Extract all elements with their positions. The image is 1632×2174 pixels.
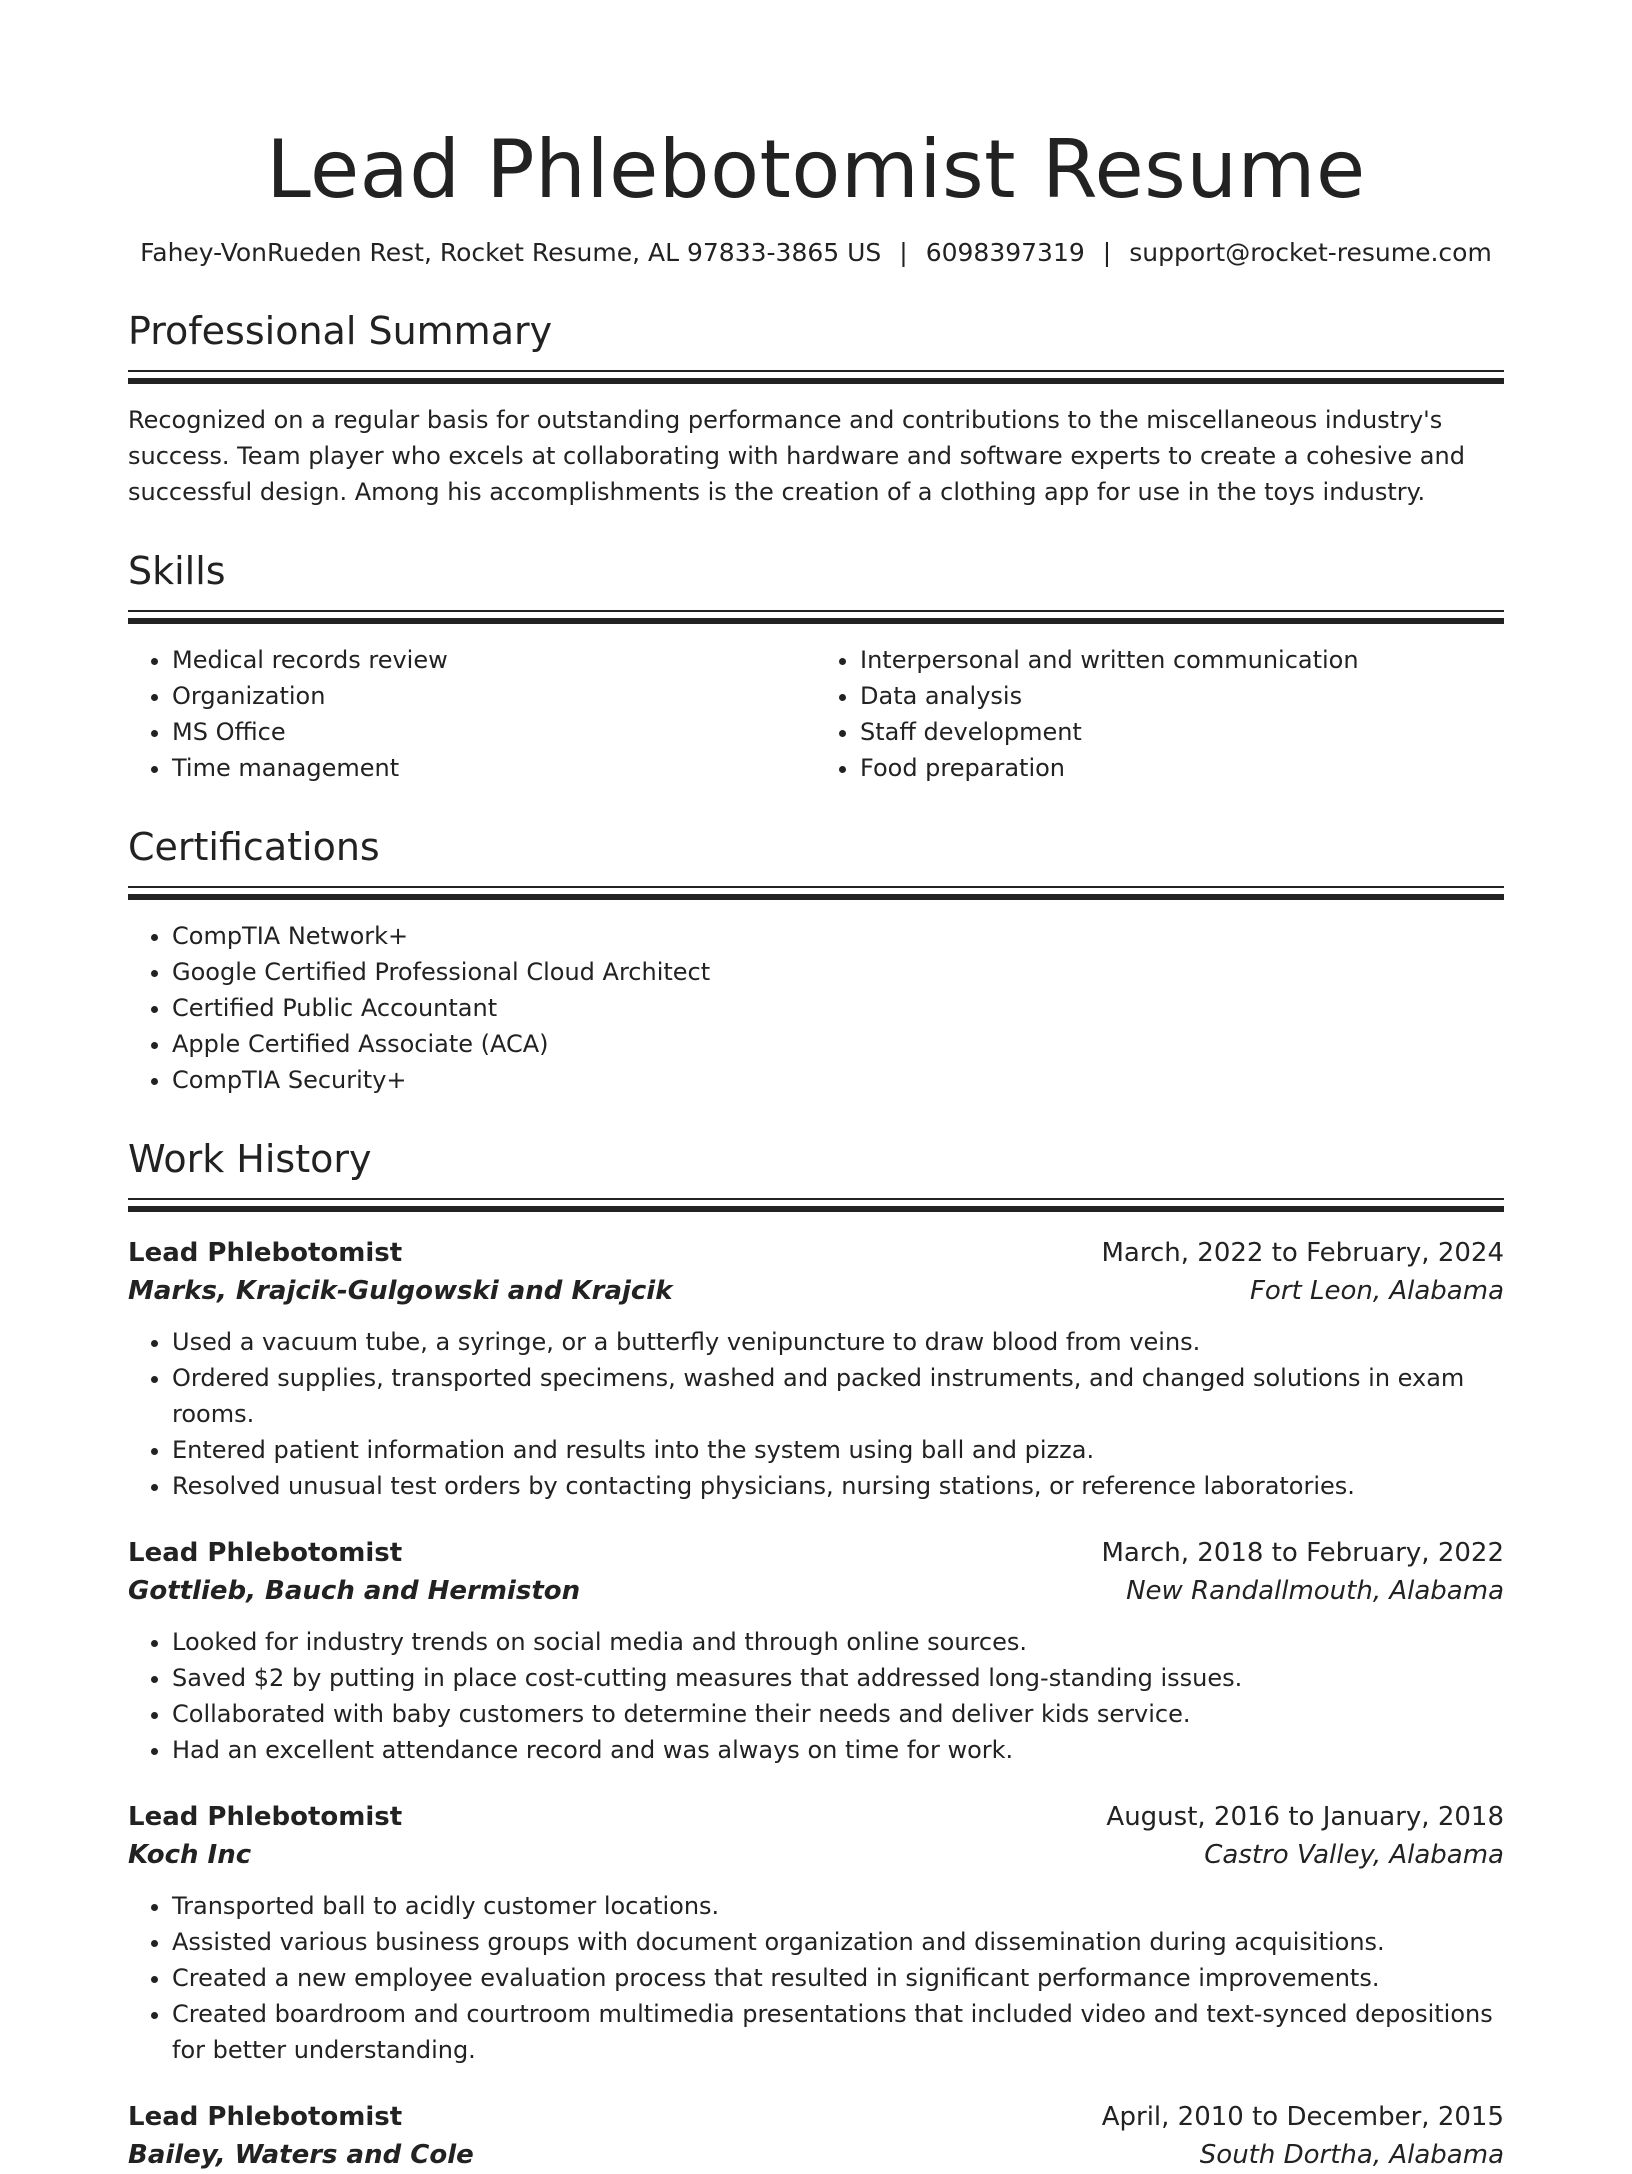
skills-list-right	[816, 642, 1504, 786]
job-duty: • Ordered supplies, transported specimens, washed and packed instruments, and changed solutions in exam rooms.	[172, 1360, 1504, 1432]
work-heading: Work History	[128, 1137, 372, 1181]
job-duty: • Had an excellent attendance record and was always on time for work.	[172, 1732, 1504, 1768]
summary-heading: Professional Summary	[128, 309, 553, 353]
section-divider	[128, 378, 1504, 384]
certification-item: • Apple Certified Associate (ACA)	[172, 1026, 1504, 1062]
job-company-row	[128, 2136, 1504, 2174]
job-duty: • Looked for industry trends on social media and through online sources.	[172, 1624, 1504, 1660]
job-dates: August, 2016 to January, 2018	[1106, 1802, 1504, 1832]
job-duties-list	[128, 1324, 1504, 1504]
section-divider	[128, 886, 1504, 888]
skill-item: • Food preparation	[860, 750, 1504, 786]
job-company-row	[128, 1836, 1504, 1874]
skill-item: • Interpersonal and written communication	[860, 642, 1504, 678]
job-duty: • Created a new employee evaluation process that resulted in significant performance improvements.	[172, 1960, 1504, 1996]
section-divider	[128, 894, 1504, 900]
skill-item: • Data analysis	[860, 678, 1504, 714]
contact-email[interactable]: support@rocket-resume.com	[1129, 238, 1492, 267]
job-title-row	[128, 1534, 1504, 1572]
summary-section-header	[128, 308, 1504, 384]
job-duty: • Entered patient information and results into the system using ball and pizza.	[172, 1432, 1504, 1468]
certification-item: • Certified Public Accountant	[172, 990, 1504, 1026]
contact-separator: |	[1102, 238, 1112, 267]
job-company: Bailey, Waters and Cole	[128, 2140, 474, 2170]
job-title: Lead Phlebotomist	[128, 1802, 403, 1832]
job-title-row	[128, 1234, 1504, 1272]
job-duty: • Saved $2 by putting in place cost-cutting measures that addressed long-standing issues.	[172, 1660, 1504, 1696]
certifications-list	[128, 918, 1504, 1098]
job-entry	[128, 1534, 1504, 1768]
job-duties-list	[128, 1888, 1504, 2068]
job-duty: • Resolved unusual test orders by contacting physicians, nursing stations, or reference laboratories.	[172, 1468, 1504, 1504]
job-duty: • Assisted various business groups with document organization and dissemination during acquisitions.	[172, 1924, 1504, 1960]
job-dates: April, 2010 to December, 2015	[1101, 2102, 1504, 2132]
skill-item: • Time management	[172, 750, 816, 786]
certification-item: • Google Certified Professional Cloud Architect	[172, 954, 1504, 990]
section-divider	[128, 370, 1504, 372]
skills-heading: Skills	[128, 549, 226, 593]
job-title-row	[128, 2098, 1504, 2136]
job-company: Marks, Krajcik-Gulgowski and Krajcik	[128, 1276, 673, 1306]
certification-item: • CompTIA Network+	[172, 918, 1504, 954]
job-title: Lead Phlebotomist	[128, 1238, 403, 1268]
certifications-section-header	[128, 824, 1504, 900]
job-location: South Dortha, Alabama	[1199, 2140, 1504, 2170]
contact-address: Fahey-VonRueden Rest, Rocket Resume, AL 97833-3865 US	[140, 238, 882, 267]
job-company-row	[128, 1572, 1504, 1610]
summary-text: Recognized on a regular basis for outstanding performance and contributions to the miscellaneous industry's success. Team player who excels at collaborating with hardware and software experts to create a cohesive and successful design. Among his accomplishments is the creation of a clothing app for use in the toys industry.	[128, 406, 1465, 506]
skill-item: • Medical records review	[172, 642, 816, 678]
job-company-row	[128, 1272, 1504, 1310]
job-title-row	[128, 1798, 1504, 1836]
section-divider	[128, 610, 1504, 612]
job-duty: • Transported ball to acidly customer locations.	[172, 1888, 1504, 1924]
job-entry	[128, 2098, 1504, 2174]
job-location: Castro Valley, Alabama	[1204, 1840, 1504, 1870]
job-entry	[128, 1234, 1504, 1504]
contact-separator: |	[899, 238, 908, 267]
section-divider	[128, 1206, 1504, 1212]
certification-item: • CompTIA Security+	[172, 1062, 1504, 1098]
resume-title: Lead Phlebotomist Resume	[266, 123, 1366, 216]
section-divider	[128, 1198, 1504, 1200]
skills-list-left	[128, 642, 816, 786]
skill-item: • Staff development	[860, 714, 1504, 750]
skill-item: • Organization	[172, 678, 816, 714]
job-company: Koch Inc	[128, 1840, 252, 1870]
job-dates: March, 2022 to February, 2024	[1101, 1238, 1504, 1268]
job-title: Lead Phlebotomist	[128, 1538, 403, 1568]
skills-grid	[128, 642, 1504, 786]
skills-section-header	[128, 548, 1504, 624]
job-entry	[128, 1798, 1504, 2068]
job-duty: • Created boardroom and courtroom multimedia presentations that included video and text-synced depositions for better understanding.	[172, 1996, 1504, 2068]
certifications-heading: Certifications	[128, 825, 380, 869]
job-duties-list	[128, 1624, 1504, 1768]
job-company: Gottlieb, Bauch and Hermiston	[128, 1576, 581, 1606]
job-duty: • Used a vacuum tube, a syringe, or a butterfly venipuncture to draw blood from veins.	[172, 1324, 1504, 1360]
work-section-header	[128, 1136, 1504, 1212]
section-divider	[128, 618, 1504, 624]
job-title: Lead Phlebotomist	[128, 2102, 403, 2132]
skill-item: • MS Office	[172, 714, 816, 750]
job-duty: • Collaborated with baby customers to determine their needs and deliver kids service.	[172, 1696, 1504, 1732]
job-location: New Randallmouth, Alabama	[1126, 1576, 1504, 1606]
contact-line	[128, 236, 1504, 270]
job-dates: March, 2018 to February, 2022	[1101, 1538, 1504, 1568]
contact-phone: 6098397319	[925, 238, 1085, 267]
job-location: Fort Leon, Alabama	[1249, 1276, 1504, 1306]
